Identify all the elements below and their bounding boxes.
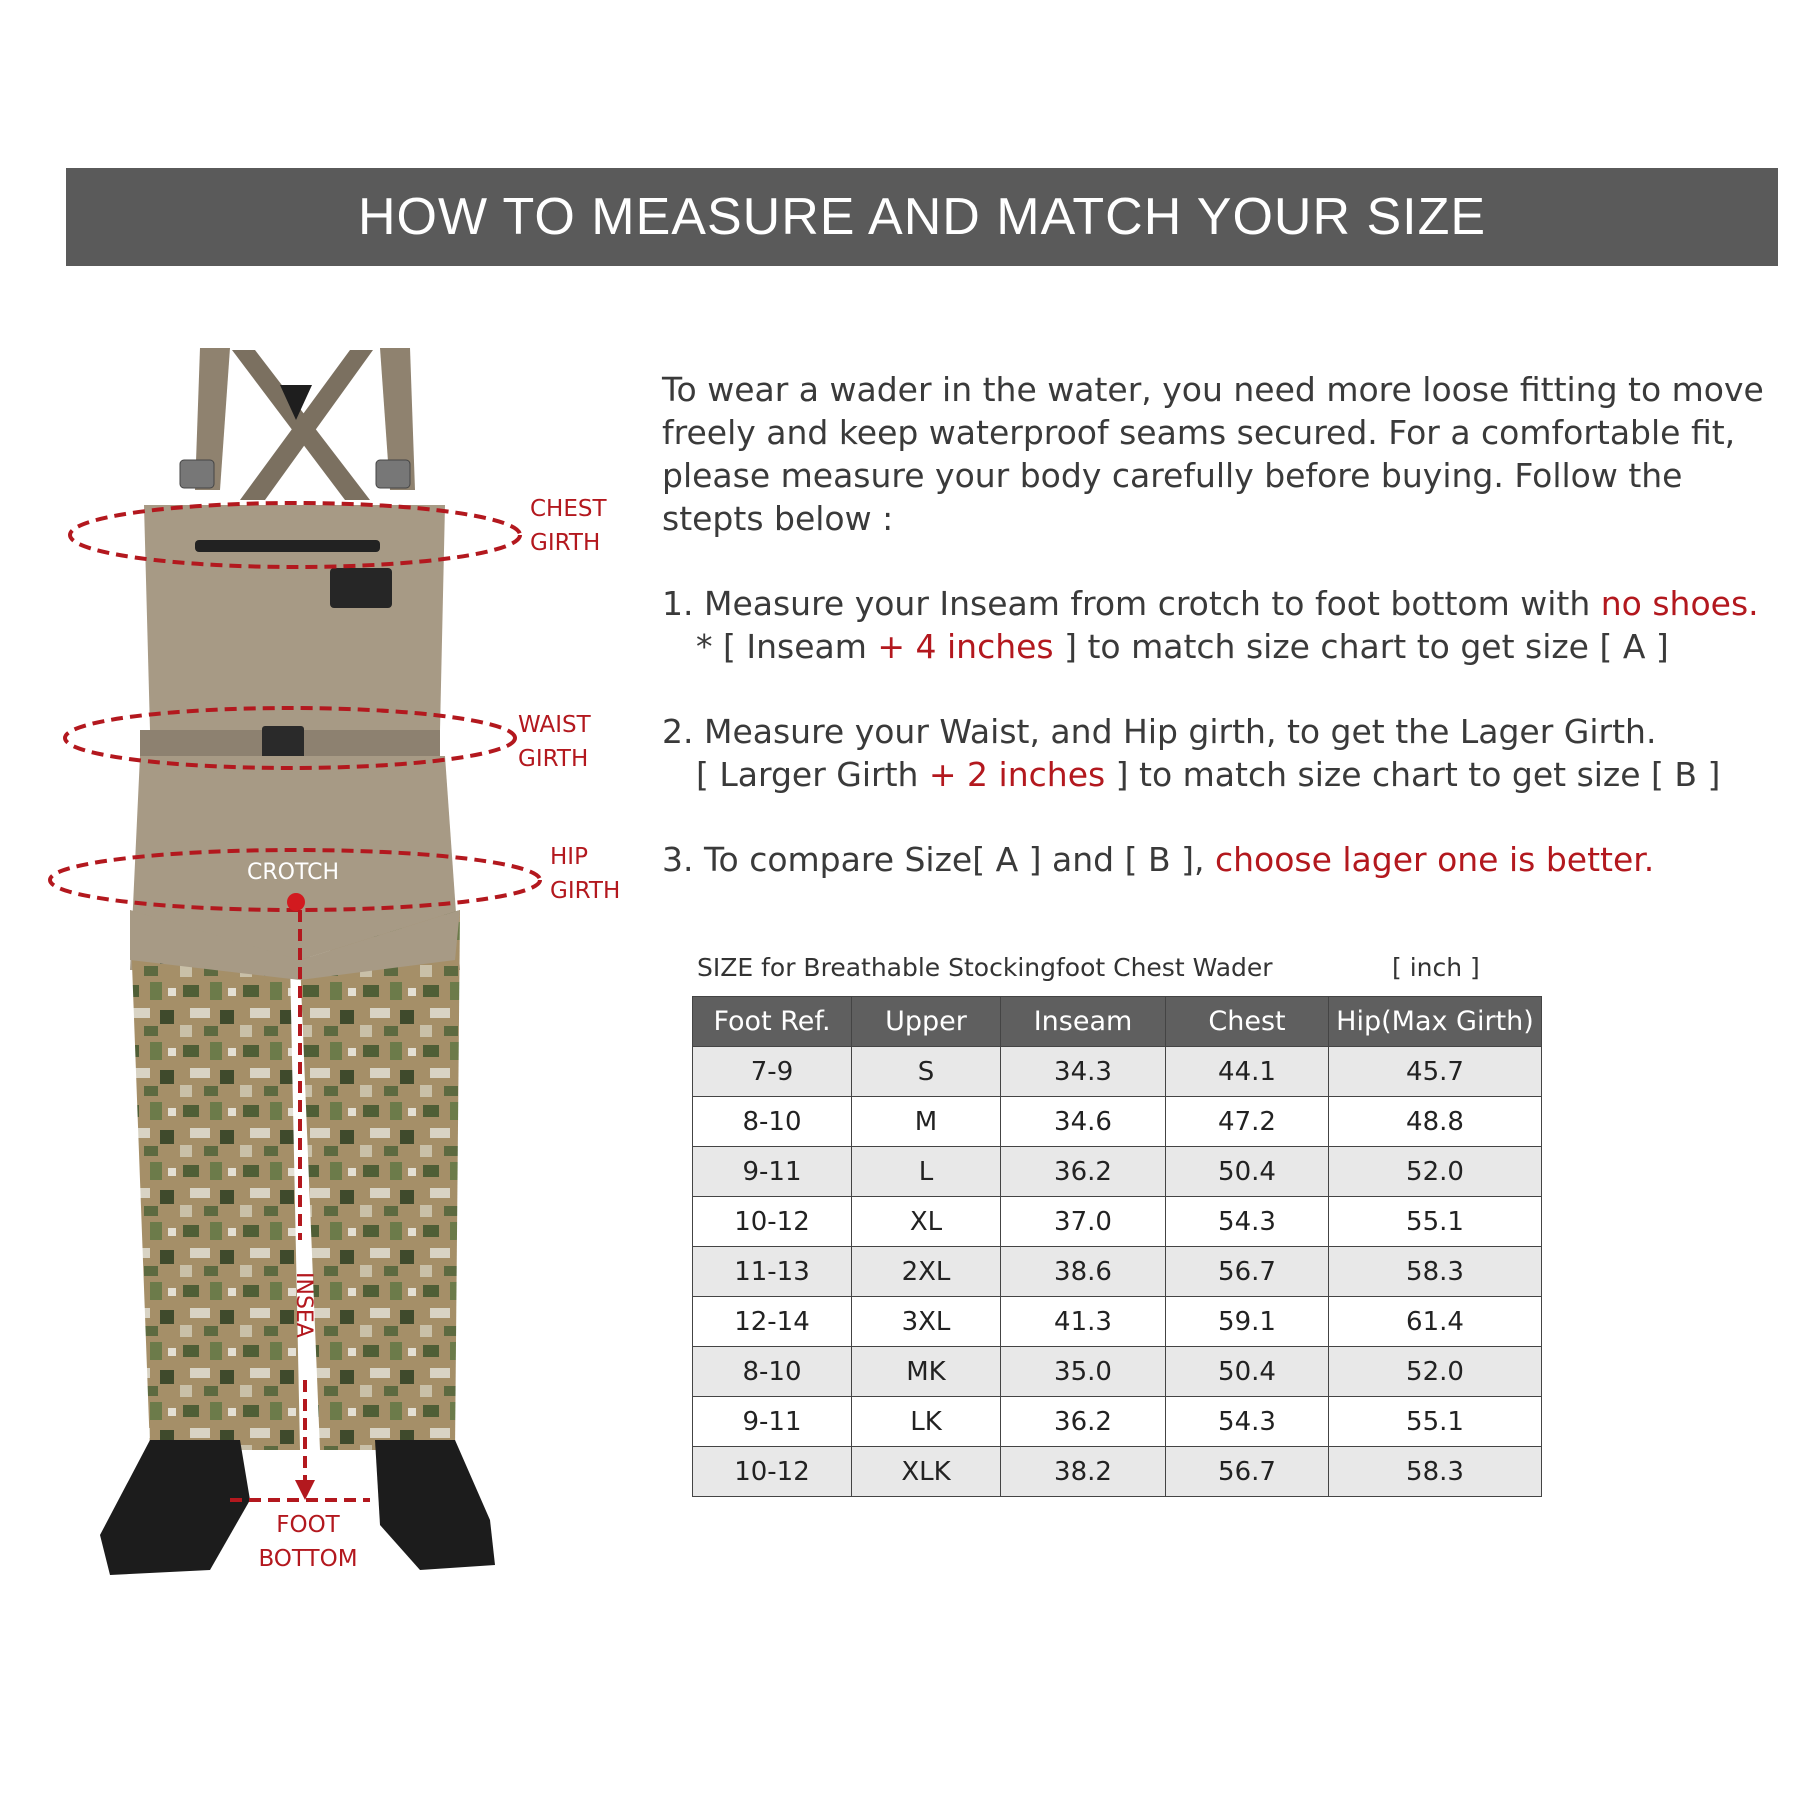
intro-text: To wear a wader in the water, you need more loose fitting to move freely and keep waterproof seams secured. For a comfortable fit, please measure your body carefully before buying. Follow the stepts below : (662, 370, 1764, 538)
waist-girth-label: WAIST GIRTH (518, 712, 591, 772)
table-cell: 50.4 (1166, 1347, 1329, 1397)
table-cell: 58.3 (1329, 1447, 1542, 1497)
foot-bottom-label: FOOT BOTTOM (258, 1512, 358, 1572)
hip-girth-label: HIP GIRTH (550, 844, 621, 904)
table-row (693, 1097, 1542, 1147)
table-row (693, 1297, 1542, 1347)
table-row (693, 1047, 1542, 1097)
page-title: HOW TO MEASURE AND MATCH YOUR SIZE (357, 188, 1487, 246)
table-cell: 48.8 (1329, 1097, 1542, 1147)
table-cell: 54.3 (1166, 1197, 1329, 1247)
table-row (693, 1397, 1542, 1447)
wader-illustration (0, 320, 660, 1600)
table-cell: 8-10 (693, 1097, 852, 1147)
table-cell: 52.0 (1329, 1347, 1542, 1397)
table-cell: 61.4 (1329, 1297, 1542, 1347)
chest-girth-label: CHEST GIRTH (530, 496, 607, 556)
size-table (692, 996, 1542, 1497)
table-row (693, 1197, 1542, 1247)
table-cell: 36.2 (1001, 1397, 1166, 1447)
table-cell: 55.1 (1329, 1397, 1542, 1447)
table-cell: 3XL (852, 1297, 1001, 1347)
table-cell: 34.6 (1001, 1097, 1166, 1147)
table-row (693, 1347, 1542, 1397)
table-cell: 10-12 (693, 1197, 852, 1247)
table-cell: XL (852, 1197, 1001, 1247)
table-row (693, 1447, 1542, 1497)
table-header-row (693, 997, 1542, 1047)
table-cell: 8-10 (693, 1347, 852, 1397)
table-cell: 2XL (852, 1247, 1001, 1297)
inseam-label: INSEA (291, 1272, 316, 1338)
table-cell: MK (852, 1347, 1001, 1397)
table-cell: XLK (852, 1447, 1001, 1497)
table-cell: 38.6 (1001, 1247, 1166, 1297)
table-cell: 59.1 (1166, 1297, 1329, 1347)
column-header: Chest (1166, 997, 1329, 1047)
table-cell: 52.0 (1329, 1147, 1542, 1197)
unit-label: [ inch ] (1392, 953, 1480, 982)
table-cell: 38.2 (1001, 1447, 1166, 1497)
step-1: 1. Measure your Inseam from crotch to foot bottom with no shoes. * [ Inseam + 4 inches ] to match size chart to get size [ A ] (662, 584, 1759, 666)
table-cell: 56.7 (1166, 1247, 1329, 1297)
table-cell: 58.3 (1329, 1247, 1542, 1297)
table-cell: 45.7 (1329, 1047, 1542, 1097)
table-cell: 56.7 (1166, 1447, 1329, 1497)
column-header: Hip(Max Girth) (1329, 997, 1542, 1047)
table-cell: 7-9 (693, 1047, 852, 1097)
column-header: Upper (852, 997, 1001, 1047)
table-cell: 36.2 (1001, 1147, 1166, 1197)
table-cell: 54.3 (1166, 1397, 1329, 1447)
table-cell: 41.3 (1001, 1297, 1166, 1347)
table-cell: LK (852, 1397, 1001, 1447)
table-cell: 47.2 (1166, 1097, 1329, 1147)
size-table-title: SIZE for Breathable Stockingfoot Chest Wader [ inch ] (697, 953, 1480, 982)
table-cell: 10-12 (693, 1447, 852, 1497)
table-cell: M (852, 1097, 1001, 1147)
table-cell: 9-11 (693, 1147, 852, 1197)
table-cell: L (852, 1147, 1001, 1197)
table-cell: 34.3 (1001, 1047, 1166, 1097)
column-header: Inseam (1001, 997, 1166, 1047)
table-cell: 37.0 (1001, 1197, 1166, 1247)
table-cell: 50.4 (1166, 1147, 1329, 1197)
crotch-label: CROTCH (247, 860, 340, 885)
table-cell: 11-13 (693, 1247, 852, 1297)
table-cell: 35.0 (1001, 1347, 1166, 1397)
table-row (693, 1147, 1542, 1197)
step-3: 3. To compare Size[ A ] and [ B ], choose lager one is better. (662, 840, 1655, 879)
table-cell: 55.1 (1329, 1197, 1542, 1247)
instructions (662, 368, 1782, 923)
table-cell: 44.1 (1166, 1047, 1329, 1097)
table-row (693, 1247, 1542, 1297)
table-cell: 9-11 (693, 1397, 852, 1447)
column-header: Foot Ref. (693, 997, 852, 1047)
table-cell: S (852, 1047, 1001, 1097)
table-cell: 12-14 (693, 1297, 852, 1347)
page-title-banner (66, 168, 1778, 266)
step-2: 2. Measure your Waist, and Hip girth, to get the Lager Girth. [ Larger Girth + 2 inches ] to match size chart to get size [ B ] (662, 712, 1721, 794)
